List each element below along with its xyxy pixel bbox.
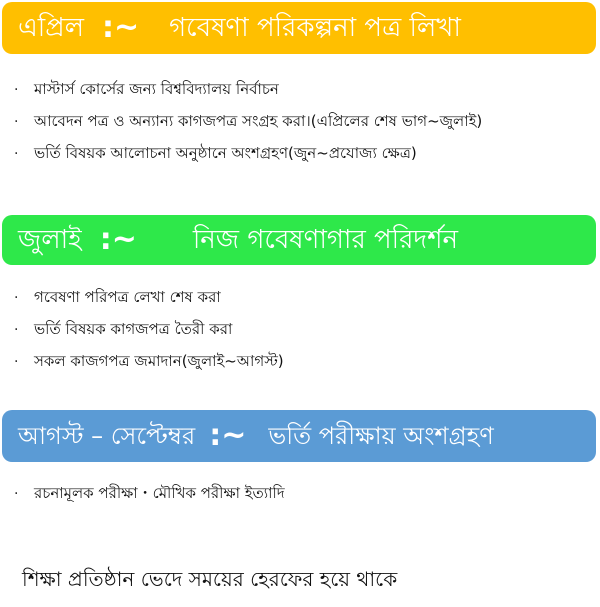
bullet-dot-icon: · <box>14 114 19 130</box>
july-month-label: জুলাই <box>18 225 82 255</box>
bullet-dot-icon: · <box>14 146 19 162</box>
list-item-text: আবেদন পত্র ও অন্যান্য কাগজপত্র সংগ্রহ করা।(এপ্রিলের শেষ ভাগ~জুলাই) <box>34 111 483 130</box>
august-title: ভর্তি পরীক্ষায় অংশগ্রহণ <box>268 422 494 450</box>
footnote-text: শিক্ষা প্রতিষ্ঠান ভেদে সময়ের হেরফের হয়ে থাকে <box>22 567 398 591</box>
list-item <box>14 346 284 378</box>
list-item-text: ভর্তি বিষয়ক কাগজপত্র তৈরী করা <box>34 319 233 338</box>
list-item-text: ভর্তি বিষয়ক আলোচনা অনুষ্ঠানে অংশগ্রহণ(জুন~প্রযোজ্য ক্ষেত্র) <box>34 143 417 162</box>
july-task-list <box>14 282 284 378</box>
bullet-dot-icon: · <box>14 354 19 370</box>
bullet-dot-icon: · <box>14 322 19 338</box>
list-item-text: মাস্টার্স কোর্সের জন্য বিশ্ববিদ্যালয় নির্বাচন <box>34 79 279 98</box>
april-title: গবেষণা পরিকল্পনা পত্র লিখা <box>169 13 461 43</box>
bullet-dot-icon: · <box>14 290 19 306</box>
august-month-label: আগস্ট – সেপ্টেম্বর <box>18 422 196 450</box>
august-task-list <box>14 478 285 510</box>
april-banner <box>2 2 596 54</box>
list-item <box>14 314 284 346</box>
august-separator: :~ <box>209 418 247 453</box>
list-item <box>14 74 482 106</box>
bullet-dot-icon: · <box>14 82 19 98</box>
april-separator: :~ <box>102 10 140 45</box>
list-item-text: সকল কাজগপত্র জমাদান(জুলাই~আগস্ট) <box>34 351 284 370</box>
august-banner <box>2 410 596 462</box>
list-item-text: গবেষণা পরিপত্র লেখা শেষ করা <box>34 287 221 306</box>
list-item <box>14 478 285 510</box>
list-item <box>14 138 482 170</box>
july-banner <box>2 215 596 265</box>
july-separator: :~ <box>99 222 137 257</box>
list-item-text: রচনামূলক পরীক্ষা・মৌখিক পরীক্ষা ইত্যাদি <box>34 483 285 502</box>
july-title: নিজ গবেষণাগার পরিদর্শন <box>192 225 458 255</box>
april-task-list <box>14 74 482 170</box>
list-item <box>14 282 284 314</box>
list-item <box>14 106 482 138</box>
bullet-dot-icon: · <box>14 486 19 502</box>
april-month-label: এপ্রিল <box>18 13 84 43</box>
